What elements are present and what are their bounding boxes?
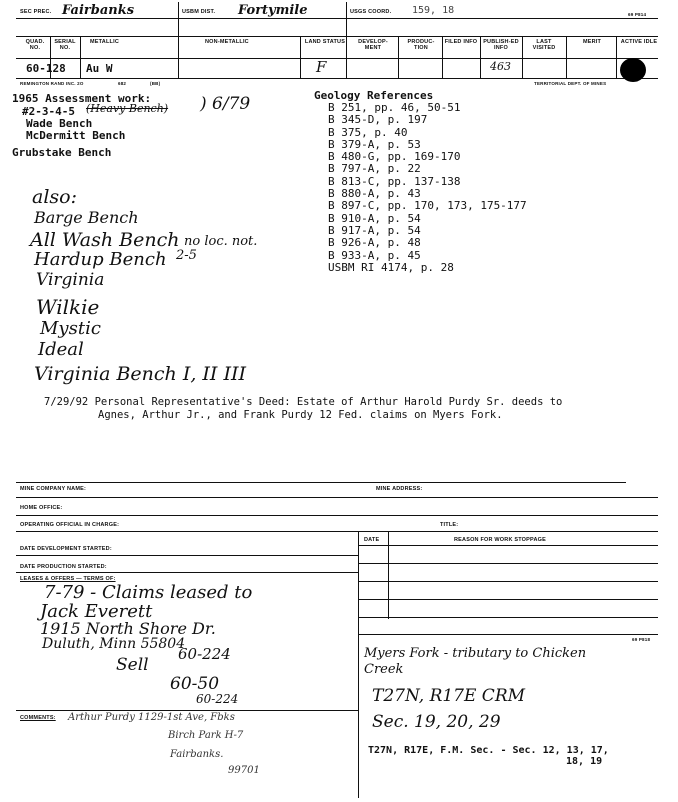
col-filed-info: FILED INFO xyxy=(444,39,478,45)
lower-rule xyxy=(16,531,658,532)
grid-rule xyxy=(358,545,658,546)
also-label: also: xyxy=(32,186,77,208)
typed-location-2: 18, 19 xyxy=(566,756,603,767)
hardup-note: 2-5 xyxy=(176,248,197,263)
grid-rule xyxy=(358,617,658,618)
lease-line: Duluth, Minn 55804 xyxy=(42,636,186,652)
col-serial-no: SERIAL NO. xyxy=(54,39,76,51)
metallic-value: Au W xyxy=(86,62,113,75)
geology-ref: B 375, p. 40 xyxy=(328,125,408,139)
home-office-label: HOME OFFICE: xyxy=(20,505,63,511)
assessment-side-note: ) 6/79 xyxy=(200,94,251,114)
printer-note: REMINGTON RAND INC. 2O xyxy=(20,81,84,86)
t27n-handwritten: T27N, R17E CRM xyxy=(372,686,526,706)
geology-references xyxy=(312,90,642,274)
myers-line-2: Creek xyxy=(364,662,404,677)
quad-serial-value: 60-128 xyxy=(26,62,66,75)
geology-list xyxy=(328,102,642,274)
geology-ref: B 345-D, p. 197 xyxy=(328,113,428,127)
assessment-numbers: #2-3-4-5 xyxy=(22,105,75,118)
prod-started-label: DATE PRODUCTION STARTED: xyxy=(20,564,107,570)
header-vline-1 xyxy=(178,2,179,78)
deed-note-line-2: Agnes, Arthur Jr., and Frank Purdy 12 Fed. claims on Myers Fork. xyxy=(98,409,503,421)
lower-rule xyxy=(16,710,358,711)
comment-line: Birch Park H-7 xyxy=(168,730,244,741)
lease-line: Jack Everett xyxy=(40,601,153,622)
header-rule-1 xyxy=(16,18,658,19)
sec-prec-label: SEC PREC. xyxy=(20,9,52,15)
operating-official-label: OPERATING OFFICIAL IN CHARGE: xyxy=(20,522,120,528)
grid-rule xyxy=(358,599,658,600)
usbm-dist-label: USBM DIST. xyxy=(182,9,216,15)
stoppage-vline xyxy=(358,531,359,798)
comment-line: Arthur Purdy 1129-1st Ave, Fbks xyxy=(68,712,235,723)
date-col-label: DATE xyxy=(364,537,380,543)
col-sep xyxy=(300,36,301,78)
col-sep xyxy=(522,36,523,78)
sec-handwritten: Sec. 19, 20, 29 xyxy=(372,712,501,732)
geology-ref: B 926-A, p. 48 xyxy=(328,236,421,250)
handwritten-line: Barge Bench xyxy=(34,208,139,227)
col-sep xyxy=(616,36,617,78)
myers-line-1: Myers Fork - tributary to Chicken xyxy=(364,646,587,661)
handwritten-line: Virginia xyxy=(36,270,105,290)
grubstake-bench: Grubstake Bench xyxy=(12,146,112,159)
geology-ref: B 897-C, pp. 170, 173, 175-177 xyxy=(328,199,527,213)
deed-note xyxy=(44,396,562,422)
form-code: 69 P818 xyxy=(632,637,651,642)
handwritten-line: Wilkie xyxy=(36,295,100,319)
col-production: PRODUC-TION xyxy=(407,39,435,51)
col-active-idle: ACTIVE IDLE xyxy=(620,39,658,45)
header-vline-2 xyxy=(346,2,347,78)
lower-rule xyxy=(16,515,658,516)
lease-line: 1915 North Shore Dr. xyxy=(40,619,216,638)
lease-number: 60-224 xyxy=(196,692,239,706)
usgs-coord-label: USGS COORD. xyxy=(350,9,392,15)
handwritten-line: Virginia Bench I, II III xyxy=(34,363,246,385)
geology-ref: B 880-A, p. 43 xyxy=(328,187,421,201)
col-metallic: METALLIC xyxy=(90,39,119,45)
geology-ref: B 910-A, p. 54 xyxy=(328,211,421,225)
published-info-value: 463 xyxy=(490,60,511,73)
typed-location: T27N, R17E, F.M. Sec. - Sec. 12, 13, 17, xyxy=(368,745,609,756)
col-quad-no: QUAD. NO. xyxy=(25,39,45,51)
handwritten-line: Mystic xyxy=(40,318,101,339)
handwritten-line: Ideal xyxy=(38,339,84,360)
reason-col-label: REASON FOR WORK STOPPAGE xyxy=(454,537,546,543)
geology-ref: USBM RI 4174, p. 28 xyxy=(328,260,454,274)
geology-ref: B 917-A, p. 54 xyxy=(328,223,421,237)
sec-prec-value: Fairbanks xyxy=(62,3,135,18)
mine-address-label: MINE ADDRESS: xyxy=(376,486,423,492)
corner-code: 69 P814 xyxy=(628,12,647,17)
lease-number: 60-50 xyxy=(170,674,220,694)
usbm-dist-value: Fortymile xyxy=(238,3,308,18)
grid-rule xyxy=(358,634,658,635)
lease-number: 60-224 xyxy=(178,645,231,663)
printer-code-1: 682 xyxy=(118,81,127,86)
comment-line: 99701 xyxy=(228,765,260,776)
territorial-note: TERRITORIAL DEPT. OF MINES xyxy=(534,81,607,86)
geology-ref: B 797-A, p. 22 xyxy=(328,162,421,176)
col-land-status: LAND STATUS xyxy=(304,39,346,45)
leases-label: LEASES & OFFERS — TERMS OF: xyxy=(20,576,116,582)
active-marker-dot xyxy=(620,58,646,82)
lease-line: 7-79 - Claims leased to xyxy=(44,582,253,603)
grid-rule xyxy=(358,563,658,564)
handwritten-line: Hardup Bench xyxy=(34,249,167,270)
geology-ref: B 379-A, p. 53 xyxy=(328,137,421,151)
col-development: DEVELOP-MENT xyxy=(358,39,388,51)
dev-started-label: DATE DEVELOPMENT STARTED: xyxy=(20,546,112,552)
col-sep xyxy=(566,36,567,78)
comments-label: COMMENTS: xyxy=(20,715,56,721)
comment-line: Fairbanks. xyxy=(170,749,224,760)
col-sep xyxy=(80,36,81,78)
wade-bench: Wade Bench xyxy=(26,117,93,130)
grid-rule xyxy=(358,581,658,582)
handwritten-line: All Wash Bench xyxy=(30,229,180,251)
all-wash-note: no loc. not. xyxy=(184,234,258,249)
lower-rule xyxy=(16,555,358,556)
assessment-scribble: (Heavy Bench) xyxy=(86,102,169,115)
col-last-visited: LAST VISITED xyxy=(532,39,556,51)
land-status-value: F xyxy=(316,58,327,76)
geology-ref: B 933-A, p. 45 xyxy=(328,248,421,262)
geology-ref: B 251, pp. 46, 50-51 xyxy=(328,101,461,114)
lower-rule xyxy=(16,497,658,498)
mcdermitt-bench: McDermitt Bench xyxy=(26,129,126,142)
col-merit: MERIT xyxy=(582,39,602,45)
col-sep xyxy=(442,36,443,78)
geology-ref: B 813-C, pp. 137-138 xyxy=(328,174,461,188)
col-sep xyxy=(480,36,481,78)
mine-company-label: MINE COMPANY NAME: xyxy=(20,486,87,492)
header-rule-mid xyxy=(16,36,658,37)
lower-rule xyxy=(16,572,358,573)
lower-rule xyxy=(16,482,626,483)
col-sep xyxy=(398,36,399,78)
geology-title: Geology References xyxy=(314,89,434,102)
header-rule-2 xyxy=(16,58,658,59)
col-published-info: PUBLISH-ED INFO xyxy=(483,39,519,51)
usgs-coord-value: 159, 18 xyxy=(412,5,455,16)
printer-code-2: (BB) xyxy=(150,81,161,86)
geology-ref: B 480-G, pp. 169-170 xyxy=(328,150,461,164)
deed-note-line-1: 7/29/92 Personal Representative's Deed: Estate of Arthur Harold Purdy Sr. deeds to xyxy=(44,396,563,408)
header-rule-3 xyxy=(16,78,658,79)
col-non-metallic: NON-METALLIC xyxy=(205,39,249,45)
title-label: TITLE: xyxy=(440,522,459,528)
assessment-work: 1965 Assessment work: xyxy=(12,92,152,105)
lease-sell: Sell xyxy=(116,655,149,675)
